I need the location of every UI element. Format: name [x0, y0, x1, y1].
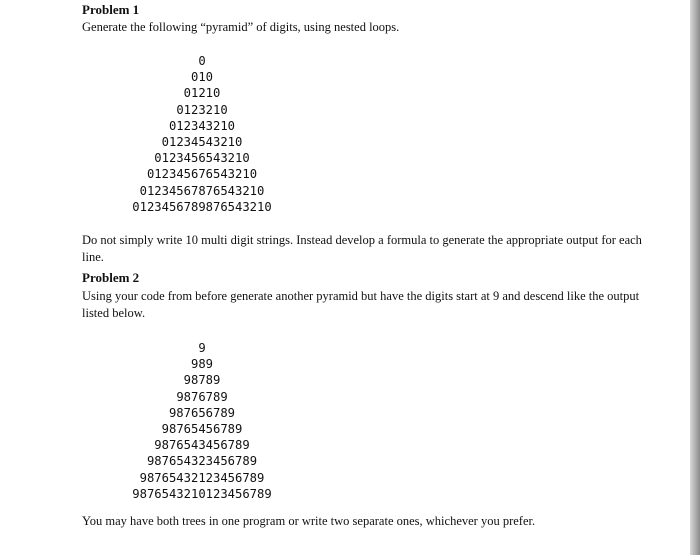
pyramid-2-line: 98765432123456789: [139, 470, 265, 485]
problem-1-note: Do not simply write 10 multi digit strings. Instead develop a formula to generate the appropriate output for each line.: [82, 233, 642, 264]
pyramid-1-line: 010: [190, 70, 213, 85]
problem-1-heading: Problem 1: [82, 2, 140, 17]
pyramid-1-line: 0123456543210: [154, 151, 250, 166]
pyramid-2-line: 9876543210123456789: [132, 486, 272, 501]
pyramid-1-line: 012345676543210: [146, 167, 258, 182]
pyramid-2-line: 9876789: [176, 389, 228, 404]
pyramid-2: [82, 340, 322, 502]
problem-1-instruction: Generate the following “pyramid” of digits, using nested loops.: [82, 20, 400, 34]
pyramid-1-line: 012343210: [168, 118, 236, 133]
pyramid-2-line: 98765456789: [161, 421, 243, 436]
problem-2-instruction: Using your code from before generate another pyramid but have the digits start at 9 and descend like the output listed below.: [82, 289, 640, 320]
pyramid-2-line: 9876543456789: [154, 438, 250, 453]
pyramid-1-line: 01234567876543210: [139, 183, 265, 198]
problem-2-note: You may have both trees in one program or write two separate ones, whichever you prefer.: [82, 514, 536, 528]
pyramid-2-line: 9: [198, 341, 206, 355]
pyramid-1: [82, 53, 322, 215]
pyramid-2-line: 98789: [183, 373, 221, 388]
page-edge-shadow: [690, 0, 700, 555]
pyramid-1-line: 0123456789876543210: [132, 199, 272, 214]
pyramid-2-line: 987656789: [168, 405, 236, 420]
pyramid-2-line: 989: [190, 357, 213, 372]
pyramid-1-line: 01234543210: [161, 134, 243, 149]
pyramid-1-line: 0: [198, 54, 206, 68]
pyramid-1-line: 01210: [183, 86, 221, 101]
pyramid-2-line: 987654323456789: [146, 454, 258, 469]
problem-2-heading: Problem 2: [82, 270, 140, 285]
pyramid-1-line: 0123210: [176, 102, 228, 117]
